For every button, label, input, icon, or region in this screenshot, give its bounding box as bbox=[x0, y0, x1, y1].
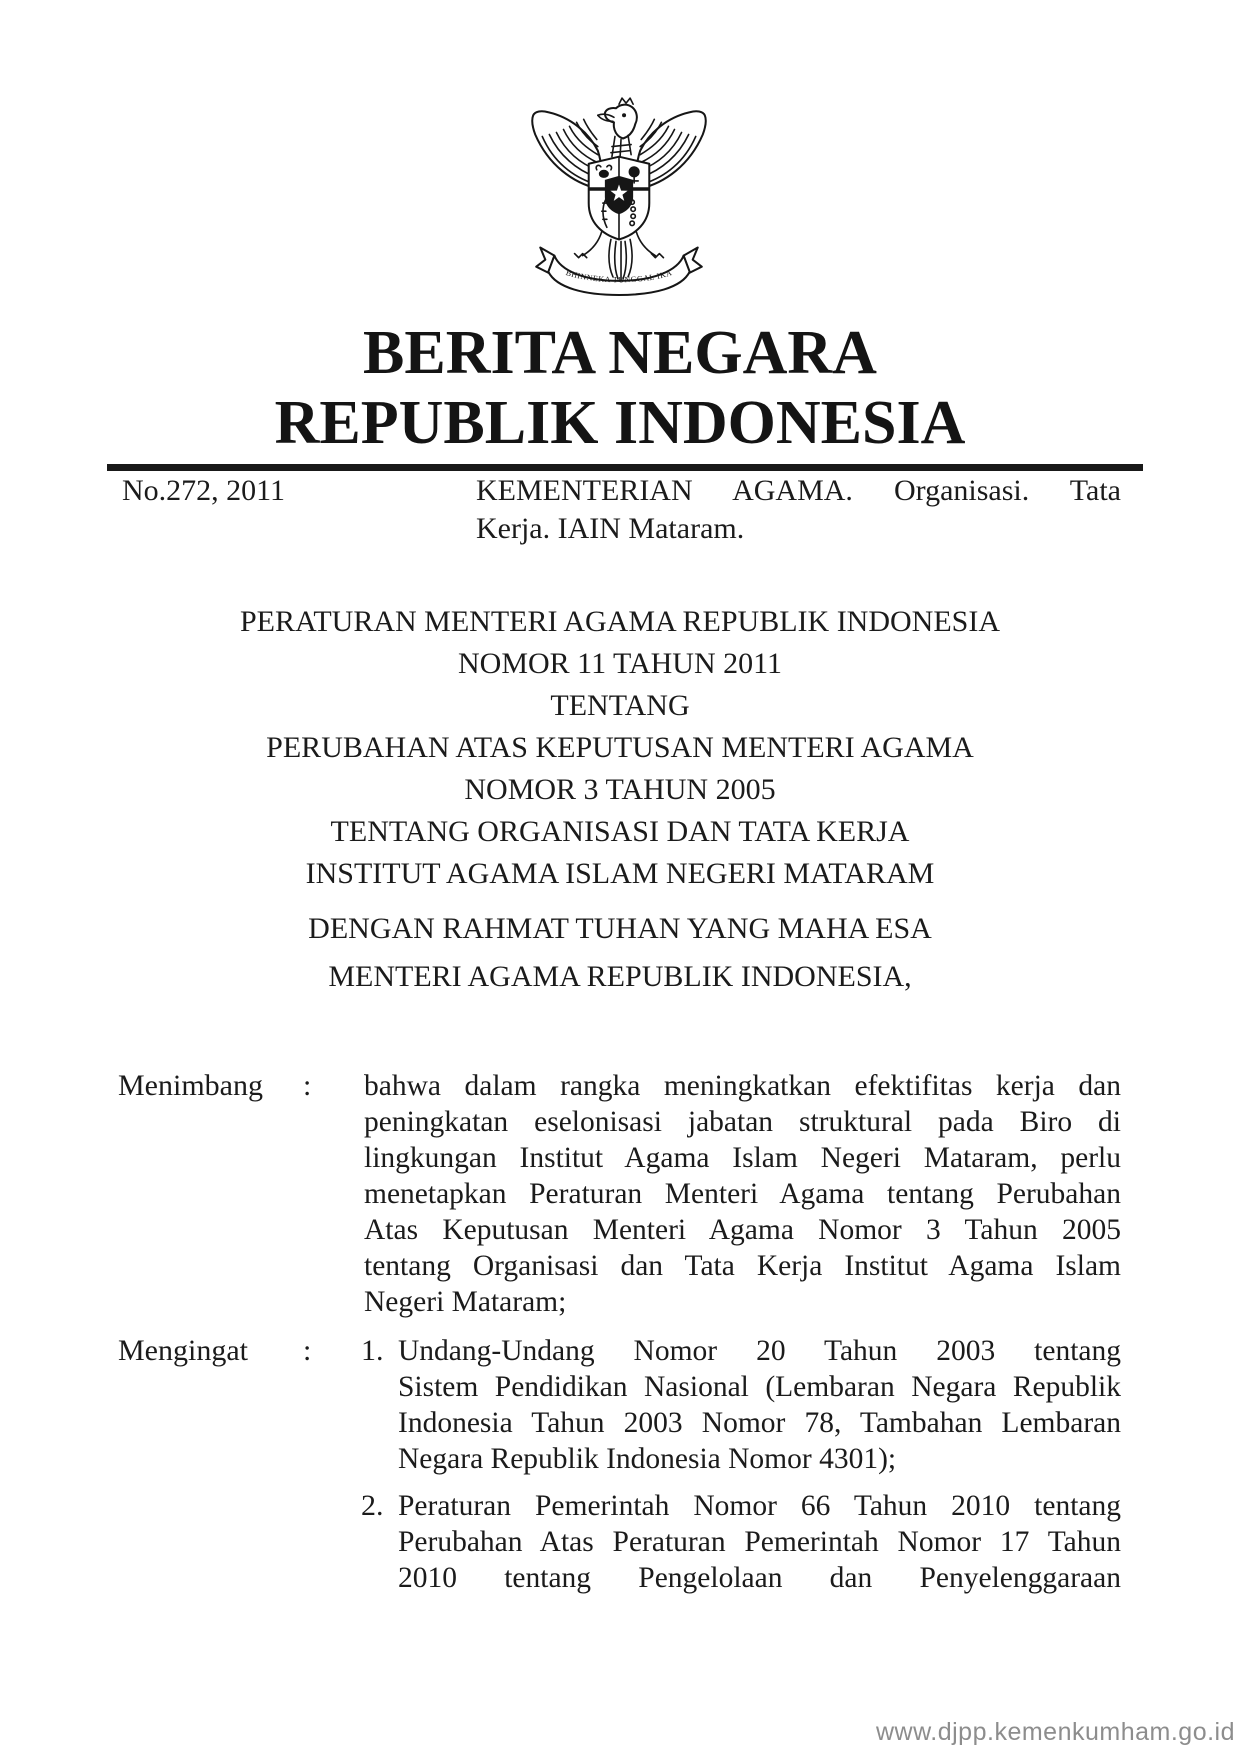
invocation bbox=[0, 905, 1240, 1001]
regulation-title-line: NOMOR 3 TAHUN 2005 bbox=[464, 773, 776, 806]
considerations-paragraph-line: lingkungan Institut Agama Islam Negeri Mataram, perlu bbox=[364, 1142, 1121, 1174]
considerations-colon: : bbox=[303, 1069, 312, 1102]
legal-basis-label: Mengingat bbox=[118, 1334, 248, 1367]
considerations-paragraph-line: peningkatan eselonisasi jabatan struktural pada Biro di bbox=[364, 1106, 1121, 1138]
considerations-label: Menimbang bbox=[118, 1069, 263, 1102]
masthead-title-line: REPUBLIK INDONESIA bbox=[274, 389, 966, 457]
gazette-subject-line: KEMENTERIAN AGAMA. Organisasi. Tata bbox=[476, 474, 1121, 507]
legal-basis-item-2-paragraph-line: 2010 tentang Pengelolaan dan Penyelenggaraan bbox=[398, 1562, 1121, 1594]
legal-basis-item-2-paragraph-line: Perubahan Atas Peraturan Pemerintah Nomor 17 Tahun bbox=[398, 1526, 1121, 1558]
masthead-title bbox=[0, 318, 1240, 458]
masthead-title-line: BERITA NEGARA bbox=[363, 319, 877, 387]
considerations-paragraph-line: Negeri Mataram; bbox=[364, 1286, 567, 1318]
legal-basis-item-1-paragraph-line: Negara Republik Indonesia Nomor 4301); bbox=[398, 1443, 897, 1475]
legal-basis-item-1-paragraph bbox=[398, 1333, 1121, 1477]
legal-basis-item-1-paragraph-line: Indonesia Tahun 2003 Nomor 78, Tambahan Lembaran bbox=[398, 1407, 1121, 1439]
regulation-title-line: PERUBAHAN ATAS KEPUTUSAN MENTERI AGAMA bbox=[266, 731, 974, 764]
legal-basis-colon: : bbox=[303, 1334, 312, 1367]
legal-basis-item-1-paragraph-line: Undang-Undang Nomor 20 Tahun 2003 tentang bbox=[398, 1335, 1121, 1367]
pancasila-shield-icon bbox=[589, 157, 650, 240]
regulation-title-line: TENTANG ORGANISASI DAN TATA KERJA bbox=[330, 815, 910, 848]
legal-basis-item-2-number: 2. bbox=[361, 1489, 384, 1522]
gazette-subject-line: Kerja. IAIN Mataram. bbox=[476, 512, 745, 545]
considerations-paragraph-line: bahwa dalam rangka meningkatkan efektifitas kerja dan bbox=[364, 1070, 1121, 1102]
regulation-title-line: INSTITUT AGAMA ISLAM NEGERI MATARAM bbox=[305, 857, 935, 890]
considerations-paragraph-line: menetapkan Peraturan Menteri Agama tentang Perubahan bbox=[364, 1178, 1121, 1210]
invocation-line: DENGAN RAHMAT TUHAN YANG MAHA ESA bbox=[308, 912, 932, 945]
regulation-title bbox=[0, 601, 1240, 895]
motto-text: BHINNEKA TUNGGAL IKA bbox=[564, 268, 674, 285]
garuda-pancasila-emblem bbox=[518, 84, 720, 298]
motto-banner-icon bbox=[536, 248, 702, 295]
gazette-subject bbox=[476, 472, 1121, 548]
legal-basis-item-1-number: 1. bbox=[361, 1334, 384, 1367]
gazette-number: No.272, 2011 bbox=[122, 474, 286, 507]
considerations-paragraph-line: Atas Keputusan Menteri Agama Nomor 3 Tahun 2005 bbox=[364, 1214, 1121, 1246]
footer-url: www.djpp.kemenkumham.go.id bbox=[876, 1718, 1235, 1746]
legal-basis-item-1-paragraph-line: Sistem Pendidikan Nasional (Lembaran Negara Republik bbox=[398, 1371, 1121, 1403]
legal-basis-item-2-paragraph bbox=[398, 1488, 1121, 1596]
regulation-title-line: NOMOR 11 TAHUN 2011 bbox=[458, 647, 782, 680]
considerations-paragraph-line: tentang Organisasi dan Tata Kerja Institut Agama Islam bbox=[364, 1250, 1121, 1282]
regulation-title-line: TENTANG bbox=[550, 689, 690, 722]
legal-basis-item-2-paragraph-line: Peraturan Pemerintah Nomor 66 Tahun 2010 tentang bbox=[398, 1490, 1121, 1522]
masthead-divider bbox=[107, 464, 1143, 471]
eagle-head-icon bbox=[598, 98, 637, 159]
considerations-paragraph bbox=[364, 1068, 1121, 1320]
invocation-line: MENTERI AGAMA REPUBLIK INDONESIA, bbox=[328, 960, 912, 993]
regulation-title-line: PERATURAN MENTERI AGAMA REPUBLIK INDONESIA bbox=[239, 605, 1001, 638]
